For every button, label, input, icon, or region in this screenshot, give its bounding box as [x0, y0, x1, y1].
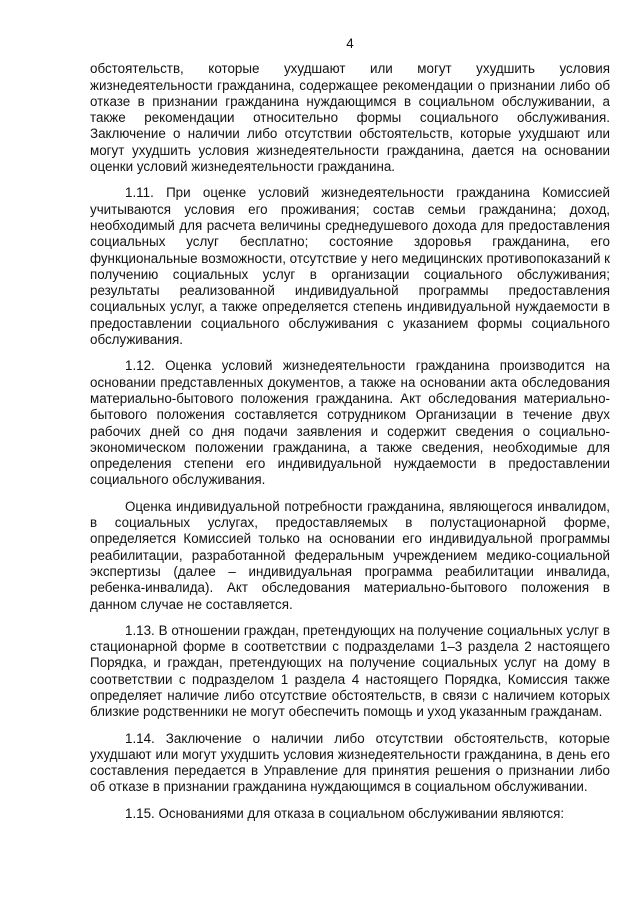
- paragraph-disability-assessment: Оценка индивидуальной потребности гражданина, являющегося инвалидом, в социальных услугах, предоставляемых в полустационарной форме, определяется Комиссией только на основании его индивидуальной программы реабилитации, разработанной федеральным учреждением медико-социальной экспертизы (далее – индивидуальная программа реабилитации инвалида, ребенка-инвалида). Акт обследования материально-бытового положения в данном случае не составляется.: [90, 498, 610, 612]
- paragraph-continuation: обстоятельств, которые ухудшают или могут ухудшить условия жизнедеятельности гражданина, содержащее рекомендации о признании либо об отказе в признании гражданина нуждающимся в социальном обслуживании, а также рекомендации относительно формы социального обслуживания. Заключение о наличии либо отсутствии обстоятельств, которые ухудшают или могут ухудшить условия жизнедеятельности гражданина, дается на основании оценки условий жизнедеятельности гражданина.: [90, 61, 610, 175]
- paragraph-1-11: 1.11. При оценке условий жизнедеятельности гражданина Комиссией учитываются условия его проживания; состав семьи гражданина; доход, необходимый для расчета величины среднедушевого дохода для предоставления социальных услуг бесплатно; состояние здоровья гражданина, его функциональные возможности, отсутствие у него медицинских противопоказаний к получению социальных услуг в организации социального обслуживания; результаты реализованной индивидуальной программы предоставления социальных услуг, а также определяется степень индивидуальной нуждаемости в предоставлении социального обслуживания с указанием формы социального обслуживания.: [90, 185, 610, 348]
- paragraph-1-15: 1.15. Основаниями для отказа в социальном обслуживании являются:: [125, 805, 565, 821]
- paragraph-1-13: 1.13. В отношении граждан, претендующих на получение социальных услуг в стационарной форме в соответствии с подразделами 1–3 раздела 2 настоящего Порядка, и граждан, претендующих на получение социальных услуг на дому в соответствии с подразделом 1 раздела 4 настоящего Порядка, Комиссия также определяет наличие либо отсутствие обстоятельств, в связи с наличием которых близкие родственники не могут обеспечить помощь и уход указанным гражданам.: [90, 622, 610, 720]
- page-number: 4: [346, 36, 354, 51]
- document-page: [90, 36, 610, 832]
- paragraph-1-14: 1.14. Заключение о наличии либо отсутствии обстоятельств, которые ухудшают или могут ухудшить условия жизнедеятельности гражданина, в день его составления передается в Управление для принятия решения о признании либо об отказе в признании гражданина нуждающимся в социальном обслуживании.: [90, 730, 610, 795]
- paragraph-1-12: 1.12. Оценка условий жизнедеятельности гражданина производится на основании представленных документов, а также на основании акта обследования материально-бытового положения гражданина. Акт обследования материально-бытового положения составляется сотрудником Организации в течение двух рабочих дней со дня подачи заявления и содержит сведения о социально-экономическом положении гражданина, а также сведения, необходимые для определения степени его индивидуальной нуждаемости в предоставлении социального обслуживания.: [90, 358, 610, 488]
